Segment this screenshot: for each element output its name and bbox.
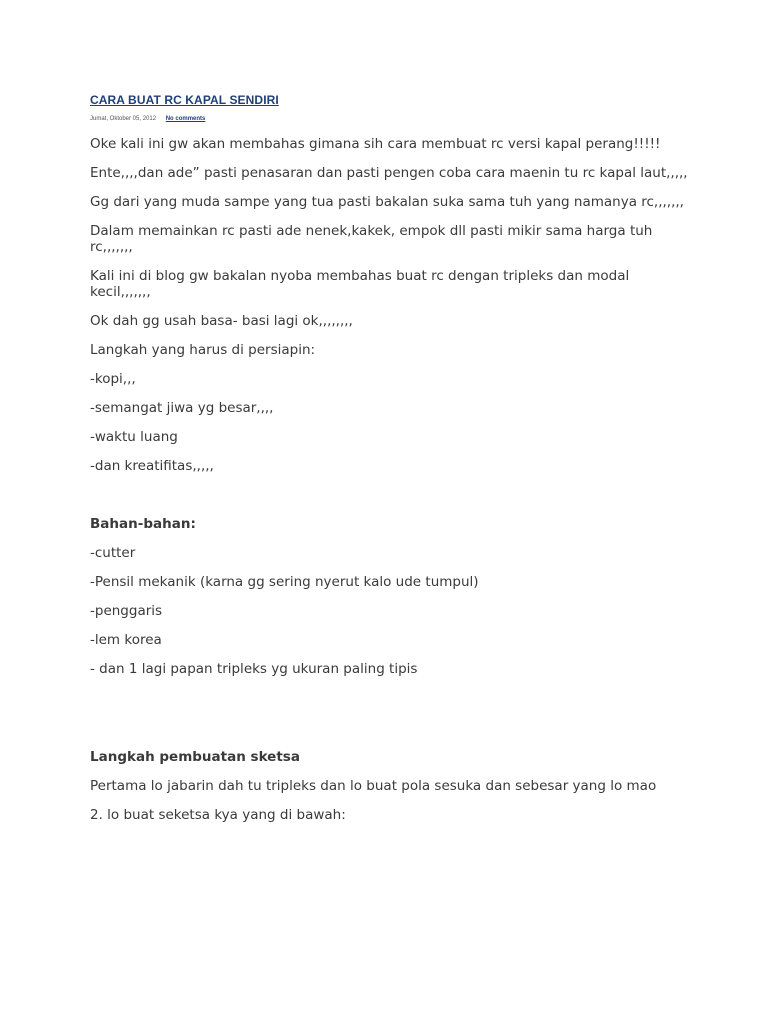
paragraph: Pertama lo jabarin dah tu tripleks dan lo buat pola sesuka dan sebesar yang lo mao	[90, 778, 657, 794]
paragraph: Ente,,,,dan ade” pasti penasaran dan pasti pengen coba cara maenin tu rc kapal laut,,,,,	[90, 165, 688, 181]
list-item: -Pensil mekanik (karna gg sering nyerut kalo ude tumpul)	[90, 574, 479, 590]
paragraph: Gg dari yang muda sampe yang tua pasti bakalan suka sama tuh yang namanya rc,,,,,,,	[90, 194, 684, 210]
section-heading-sketsa: Langkah pembuatan sketsa	[90, 749, 300, 765]
paragraph: Ok dah gg usah basa- basi lagi ok,,,,,,,,	[90, 313, 353, 329]
list-item: -penggaris	[90, 603, 163, 619]
post-body	[90, 136, 690, 823]
list-item: -dan kreatifitas,,,,,	[90, 458, 214, 474]
paragraph: Kali ini di blog gw bakalan nyoba membahas buat rc dengan tripleks dan modal kecil,,,,,,,	[90, 268, 630, 300]
list-item: -kopi,,,	[90, 371, 136, 387]
blog-post	[90, 92, 690, 823]
list-item: -lem korea	[90, 632, 162, 648]
paragraph: 2. lo buat seketsa kya yang di bawah:	[90, 807, 346, 823]
comments-link[interactable]: No comments	[165, 116, 206, 122]
section-heading-bahan: Bahan-bahan:	[90, 516, 196, 532]
post-title-link[interactable]: CARA BUAT RC KAPAL SENDIRI	[90, 93, 279, 107]
list-item: - dan 1 lagi papan tripleks yg ukuran paling tipis	[90, 661, 418, 677]
list-item: -waktu luang	[90, 429, 178, 445]
paragraph: Oke kali ini gw akan membahas gimana sih cara membuat rc versi kapal perang!!!!!	[90, 136, 661, 152]
list-item: -semangat jiwa yg besar,,,,	[90, 400, 274, 416]
post-meta	[90, 114, 690, 124]
list-item: -cutter	[90, 545, 136, 561]
post-date: Jumat, Oktober 05, 2012	[90, 116, 157, 122]
paragraph: Langkah yang harus di persiapin:	[90, 342, 316, 358]
paragraph: Dalam memainkan rc pasti ade nenek,kakek, empok dll pasti mikir sama harga tuh rc,,,,,,,	[90, 223, 653, 255]
